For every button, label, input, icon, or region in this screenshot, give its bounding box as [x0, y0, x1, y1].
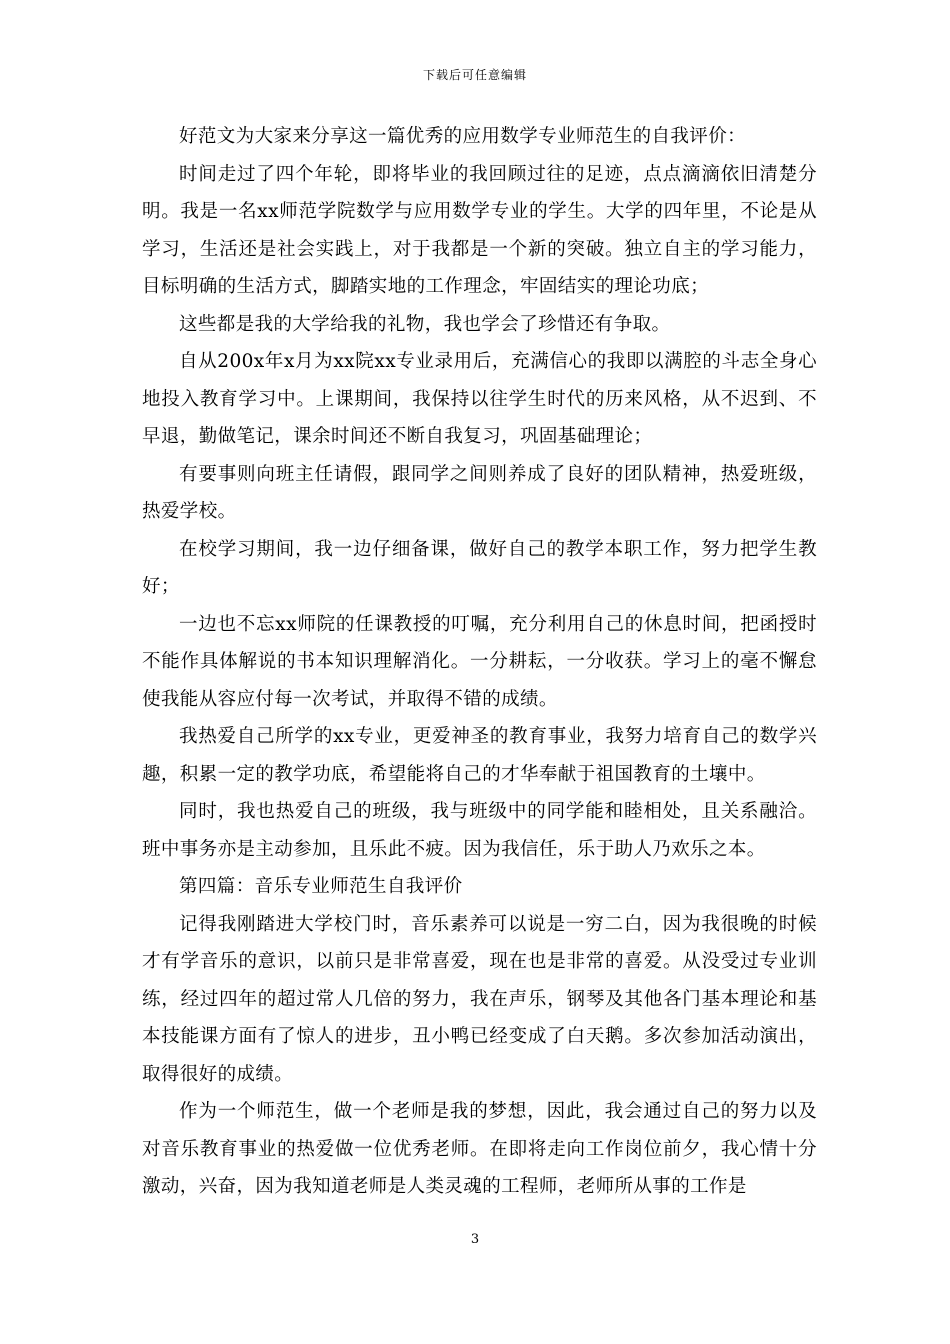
page-number: 3 — [470, 1232, 480, 1247]
paragraph: 好范文为大家来分享这一篇优秀的应用数学专业师范生的自我评价： — [179, 126, 747, 147]
paragraph: 我热爱自己所学的xx专业，更爱神圣的教育事业，我努力培育自己的数学兴趣，积累一定的教学功底，希望能将自己的才华奉献于祖国教育的土壤中。 — [142, 726, 817, 785]
paragraph: 有要事则向班主任请假，跟同学之间则养成了良好的团队精神，热爱班级，热爱学校。 — [142, 463, 817, 522]
paragraph: 自从200x年x月为xx院xx专业录用后，充满信心的我即以满腔的斗志全身心地投入教育学习中。上课期间，我保持以往学生时代的历来风格，从不迟到、不早退，勤做笔记，课余时间还不断自我复习，巩固基础理论； — [142, 351, 817, 447]
paragraph: 这些都是我的大学给我的礼物，我也学会了珍惜还有争取。 — [179, 313, 671, 335]
document-body — [142, 118, 817, 1206]
paragraph: 在校学习期间，我一边仔细备课，做好自己的教学本职工作，努力把学生教好； — [142, 538, 817, 597]
section-heading: 第四篇：音乐专业师范生自我评价 — [179, 876, 463, 897]
header-note: 下载后可任意编辑 — [422, 68, 527, 82]
paragraph: 记得我刚踏进大学校门时，音乐素养可以说是一穷二白，因为我很晚的时候才有学音乐的意识，以前只是非常喜爱，现在也是非常的喜爱。从没受过专业训练，经过四年的超过常人几倍的努力，我在声乐，钢琴及其他各门基本理论和基本技能课方面有了惊人的进步，丑小鸭已经变成了白天鹅。多次参加活动演出，取得很好的成绩。 — [142, 913, 817, 1085]
paragraph: 时间走过了四个年轮，即将毕业的我回顾过往的足迹，点点滴滴依旧清楚分明。我是一名xx师范学院数学与应用数学专业的学生。大学的四年里，不论是从学习，生活还是社会实践上，对于我都是一个新的突破。独立自主的学习能力，目标明确的生活方式，脚踏实地的工作理念，牢固结实的理论功底； — [142, 163, 817, 297]
paragraph: 作为一个师范生，做一个老师是我的梦想，因此，我会通过自己的努力以及对音乐教育事业的热爱做一位优秀老师。在即将走向工作岗位前夕，我心情十分激动，兴奋，因为我知道老师是人类灵魂的工程师，老师所从事的工作是 — [142, 1101, 817, 1197]
paragraph: 一边也不忘xx师院的任课教授的叮嘱，充分利用自己的休息时间，把函授时不能作具体解说的书本知识理解消化。一分耕耘，一分收获。学习上的毫不懈怠使我能从容应付每一次考试，并取得不错的成绩。 — [142, 613, 817, 710]
paragraph: 同时，我也热爱自己的班级，我与班级中的同学能和睦相处，且关系融洽。班中事务亦是主动参加，且乐此不疲。因为我信任，乐于助人乃欢乐之本。 — [142, 801, 817, 860]
